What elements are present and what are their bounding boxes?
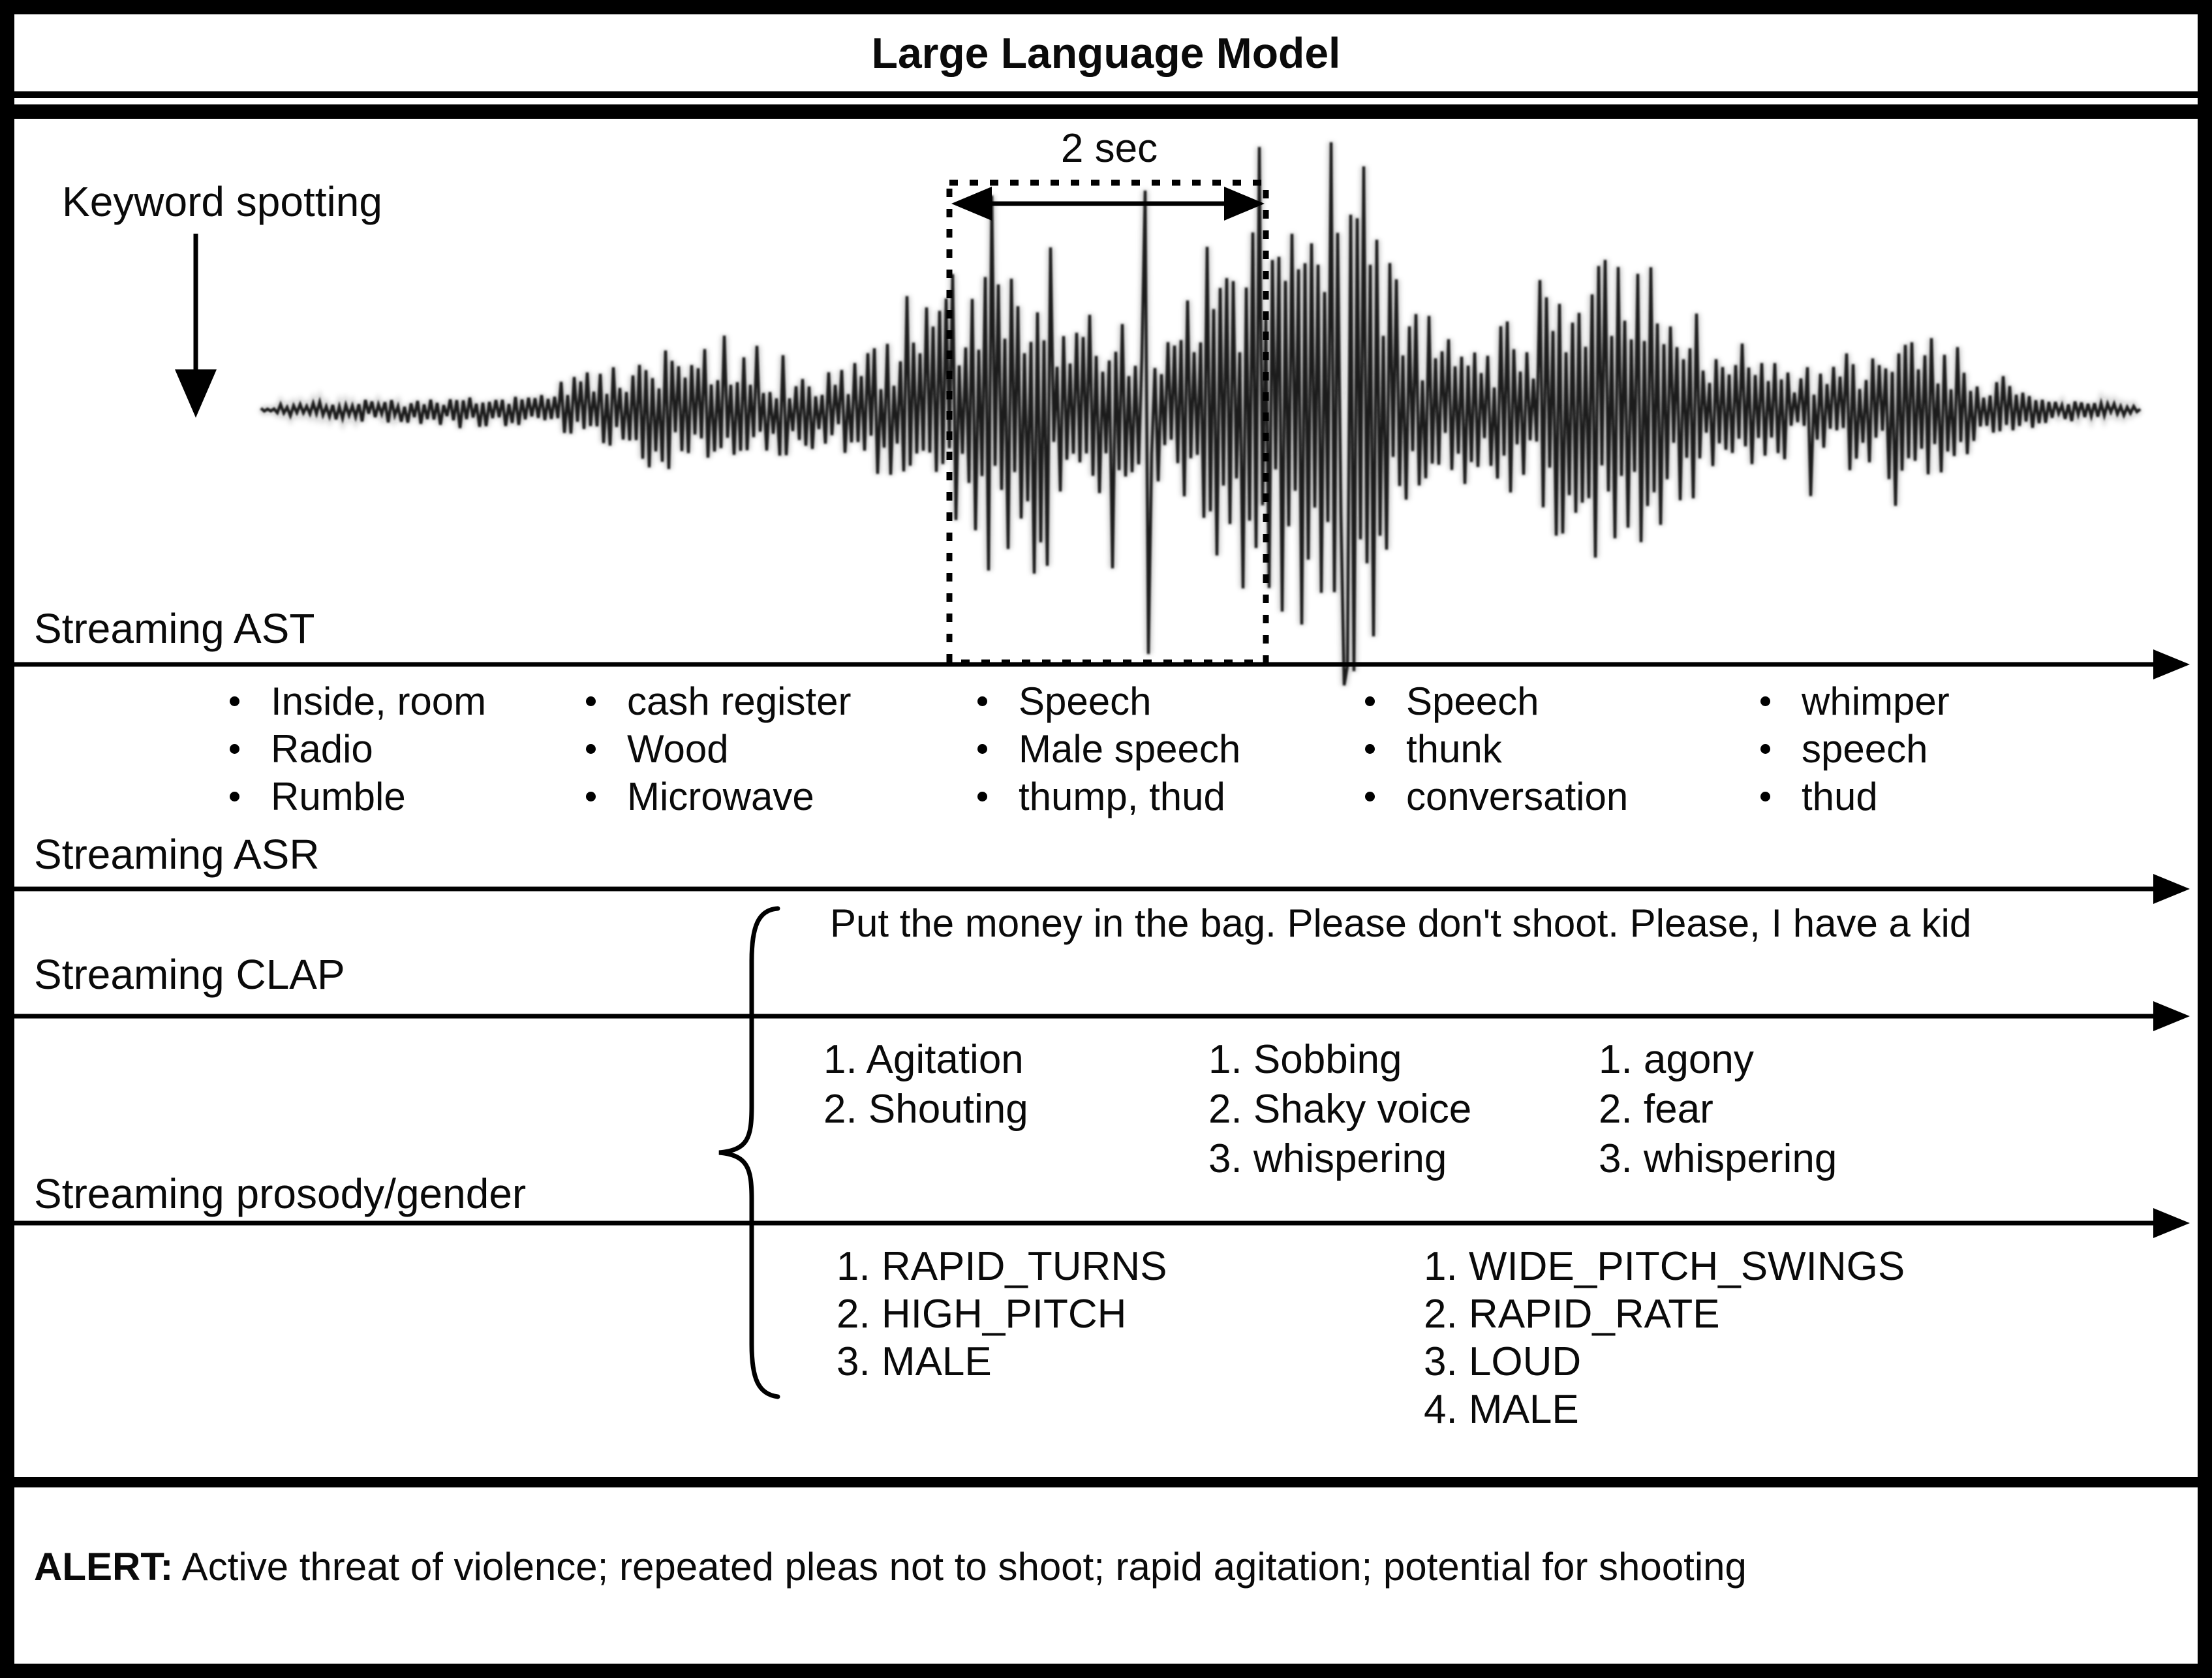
bullet-icon	[1760, 792, 1770, 801]
ast-tags-column-3	[977, 677, 1240, 820]
title-bar	[14, 14, 2198, 98]
alert-prefix: ALERT:	[34, 1545, 174, 1589]
list-item	[977, 725, 1240, 773]
list-item-label: Rumble	[271, 775, 406, 818]
streaming-ast-label: Streaming AST	[34, 605, 315, 652]
list-item-label: thud	[1802, 775, 1878, 818]
list-item	[1365, 773, 1628, 820]
keyword-spotting-label: Keyword spotting	[62, 178, 382, 225]
bullet-icon	[977, 792, 987, 801]
list-item	[586, 725, 851, 773]
list-item: 1. WIDE_PITCH_SWINGS	[1424, 1244, 1905, 1289]
list-item-label: cash register	[627, 679, 852, 723]
list-item: 2. HIGH_PITCH	[837, 1292, 1127, 1337]
list-item	[977, 773, 1240, 820]
alert-message	[34, 1544, 1747, 1589]
list-item	[1760, 773, 1950, 820]
list-item	[977, 677, 1240, 725]
audio-waveform	[261, 142, 2140, 685]
bullet-icon	[586, 792, 596, 801]
clap-labels-column-2	[1208, 1035, 1471, 1184]
bullet-icon	[1365, 792, 1375, 801]
ast-tags-column-5	[1760, 677, 1950, 820]
clap-labels-column-1	[823, 1035, 1028, 1134]
list-item	[230, 677, 486, 725]
streaming-asr-arrow	[14, 874, 2190, 904]
prosody-labels-column-1	[837, 1243, 1167, 1386]
asr-transcript: Put the money in the bag. Please don't shoot. Please, I have a kid	[830, 901, 1972, 945]
page-title: Large Language Model	[871, 29, 1341, 77]
list-item: 2. RAPID_RATE	[1424, 1292, 1720, 1337]
list-item	[586, 773, 851, 820]
list-item	[586, 677, 851, 725]
list-item: 4. MALE	[1424, 1387, 1579, 1432]
ast-tags-column-2	[586, 677, 851, 820]
ast-tags-column-1	[230, 677, 486, 820]
bullet-icon	[977, 744, 987, 754]
alert-text: Active threat of violence; repeated pleas not to shoot; rapid agitation; potential for shooting	[173, 1545, 1747, 1589]
list-item-label: Speech	[1406, 679, 1539, 723]
list-item: 2. Shaky voice	[1208, 1087, 1472, 1132]
list-item	[1365, 725, 1628, 773]
section-divider-top	[14, 104, 2198, 119]
bullet-icon	[230, 744, 239, 754]
list-item: 3. LOUD	[1424, 1339, 1582, 1384]
list-item	[1365, 677, 1628, 725]
list-item	[230, 725, 486, 773]
clap-labels-column-3	[1599, 1035, 1837, 1184]
list-item	[1760, 725, 1950, 773]
list-item-label: speech	[1802, 727, 1928, 771]
list-item	[230, 773, 486, 820]
bullet-icon	[230, 792, 239, 801]
streaming-clap-label: Streaming CLAP	[34, 951, 345, 998]
keyword-spotting-arrow-icon	[175, 234, 217, 418]
outputs-group-brace	[719, 909, 778, 1397]
bullet-icon	[1760, 744, 1770, 754]
list-item-label: thunk	[1406, 727, 1502, 771]
list-item-label: Male speech	[1019, 727, 1241, 771]
list-item: 1. Agitation	[823, 1037, 1024, 1082]
streaming-ast-arrow	[14, 649, 2190, 679]
streaming-asr-label: Streaming ASR	[34, 831, 320, 878]
list-item: 2. fear	[1599, 1087, 1713, 1132]
list-item-label: Radio	[271, 727, 373, 771]
ast-tags-column-4	[1365, 677, 1628, 820]
bullet-icon	[230, 696, 239, 706]
list-item-label: whimper	[1802, 679, 1950, 723]
list-item: 2. Shouting	[823, 1087, 1028, 1132]
list-item: 3. whispering	[1208, 1136, 1447, 1181]
bullet-icon	[1365, 744, 1375, 754]
list-item-label: Inside, room	[271, 679, 487, 723]
list-item: 3. MALE	[837, 1339, 992, 1384]
list-item: 3. whispering	[1599, 1136, 1837, 1181]
list-item-label: Microwave	[627, 775, 814, 818]
analysis-window-box	[949, 183, 1266, 662]
bullet-icon	[1760, 696, 1770, 706]
list-item-label: Wood	[627, 727, 729, 771]
list-item: 1. agony	[1599, 1037, 1754, 1082]
two-second-span-arrow-icon	[951, 187, 1265, 221]
list-item	[1760, 677, 1950, 725]
bullet-icon	[1365, 696, 1375, 706]
list-item-label: thump, thud	[1019, 775, 1225, 818]
bullet-icon	[586, 696, 596, 706]
list-item: 1. RAPID_TURNS	[837, 1244, 1167, 1289]
streaming-clap-arrow	[14, 1001, 2190, 1031]
list-item: 1. Sobbing	[1208, 1037, 1402, 1082]
bullet-icon	[586, 744, 596, 754]
prosody-labels-column-2	[1424, 1243, 1905, 1433]
window-duration-label: 2 sec	[1060, 126, 1158, 171]
list-item-label: Speech	[1019, 679, 1152, 723]
bullet-icon	[977, 696, 987, 706]
list-item-label: conversation	[1406, 775, 1629, 818]
section-divider-bottom	[14, 1477, 2198, 1487]
streaming-prosody-label: Streaming prosody/gender	[34, 1170, 527, 1217]
